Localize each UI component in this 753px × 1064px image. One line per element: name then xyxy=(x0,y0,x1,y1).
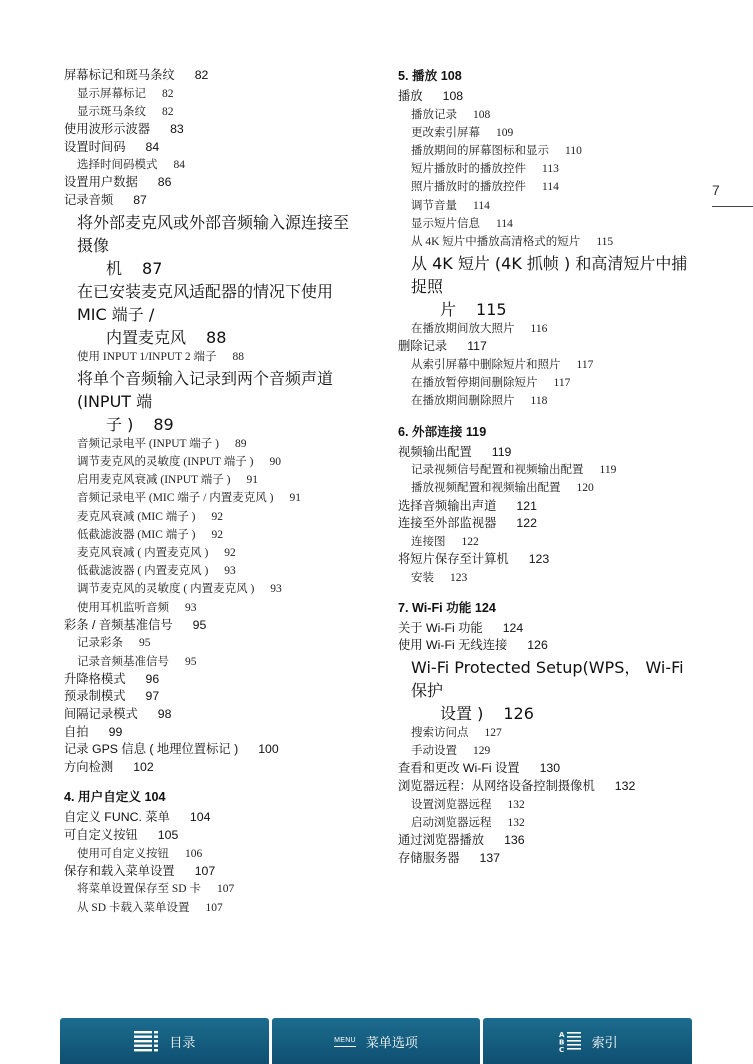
toc-entry-continuation-text: 子 ) xyxy=(106,414,134,434)
toc-page-number: 120 xyxy=(576,482,594,495)
toc-entry-text: 6. 外部连接 119 xyxy=(398,424,487,439)
toc-entry-text: 设置浏览器远程 xyxy=(411,798,492,811)
toc-subentry[interactable] xyxy=(398,724,698,742)
toc-entry-continuation xyxy=(77,325,364,348)
toc-page-number: 132 xyxy=(614,779,636,793)
toc-page-number: 93 xyxy=(270,583,282,596)
toc-page-number: 108 xyxy=(442,89,464,103)
toc-entry-continuation-text: 片 xyxy=(440,300,457,320)
toc-entry-text: 显示斑马条纹 xyxy=(77,105,146,118)
menu-icon: MENU xyxy=(334,1036,356,1047)
toc-subentry[interactable] xyxy=(64,435,364,453)
toc-page-number: 132 xyxy=(507,798,525,811)
toc-subentry[interactable] xyxy=(398,215,698,233)
toc-heading[interactable] xyxy=(398,338,698,356)
toc-entry-text: 自拍 xyxy=(64,724,89,739)
toc-subentry[interactable] xyxy=(398,124,698,142)
toc-entry-text: 播放记录 xyxy=(411,108,457,121)
toc-heading[interactable] xyxy=(398,88,698,106)
toc-page-number: 116 xyxy=(530,323,548,336)
toc-page-number: 123 xyxy=(528,552,550,567)
toc-heading[interactable] xyxy=(64,121,364,139)
toc-subentry[interactable] xyxy=(64,103,364,121)
toc-heading[interactable] xyxy=(398,620,698,638)
toc-entry-text: 存储服务器 xyxy=(398,850,460,865)
toc-entry-text: Wi-Fi Protected Setup(WPS， Wi-Fi 保护 xyxy=(411,658,684,700)
toc-entry-text: 连接图 xyxy=(411,535,446,548)
toc-page-number: 122 xyxy=(516,516,537,531)
toc-entry-text: 自定义 FUNC. 菜单 xyxy=(64,810,170,825)
toc-entry-text: 浏览器远程：从网络设备控制摄像机 xyxy=(398,779,595,793)
toc-page-number: 99 xyxy=(108,724,123,739)
toc-entry-text: 从 4K 短片中播放高清格式的短片 xyxy=(411,236,581,249)
toc-entry-text: 播放视频配置和视频输出配置 xyxy=(411,482,561,495)
toc-entry-text: 麦克风衰减 (MIC 端子 ) xyxy=(77,510,196,523)
toc-page-number: 92 xyxy=(211,510,224,523)
toc-page-number: 84 xyxy=(173,159,185,172)
toc-entry-text: 使用 INPUT 1/INPUT 2 端子 xyxy=(77,350,217,363)
toc-subentry[interactable] xyxy=(64,580,364,598)
toc-entry-text: 将单个音频输入记录到两个音频声道 (INPUT 端 xyxy=(77,368,334,411)
toc-entry-text: 连接至外部监视器 xyxy=(398,516,497,531)
toc-entry-text: 方向检测 xyxy=(64,759,114,774)
toc-entry-text: 短片播放时的播放控件 xyxy=(411,163,526,176)
toc-page-number: 89 xyxy=(234,437,247,450)
toc-entry-text: 在播放期间删除照片 xyxy=(411,395,515,408)
toc-entry-text: 搜索访问点 xyxy=(411,727,469,739)
toc-page-number: 87 xyxy=(133,192,147,207)
toc-heading[interactable] xyxy=(64,724,364,742)
toc-page-number: 137 xyxy=(479,850,501,865)
toc-page-number: 92 xyxy=(224,547,236,559)
toc-entry-text: 调节麦克风的灵敏度 (INPUT 端子 ) xyxy=(77,455,254,468)
toc-entry-text: 屏幕标记和斑马条纹 xyxy=(64,68,175,82)
toc-entry-text: 在播放期间放大照片 xyxy=(411,323,515,336)
toc-heading[interactable] xyxy=(64,706,364,724)
toc-page-number: 98 xyxy=(157,707,172,721)
toc-entry-text: 将短片保存至计算机 xyxy=(398,552,509,567)
toc-entry-continuation-text: 设置 ) xyxy=(440,704,484,723)
toc-page-number: 119 xyxy=(491,444,512,459)
svg-text:C: C xyxy=(558,1046,564,1053)
toc-subentry[interactable] xyxy=(64,880,364,898)
toc-page-number: 117 xyxy=(467,339,487,354)
toc-entry-text: 保存和载入菜单设置 xyxy=(64,863,175,878)
toc-heading[interactable] xyxy=(64,827,364,845)
svg-text:A: A xyxy=(558,1031,565,1039)
page-number: 7 xyxy=(712,182,720,198)
toc-page-number: 115 xyxy=(596,236,614,249)
toc-heading[interactable] xyxy=(64,174,364,192)
toc-subentry[interactable] xyxy=(398,742,698,760)
toc-entry-text: 将外部麦克风或外部音频输入源连接至摄像 xyxy=(77,212,350,255)
toc-entry-text: 从索引屏幕中删除短片和照片 xyxy=(411,359,561,372)
toc-heading[interactable] xyxy=(398,444,698,462)
toc-entry-text: 启用麦克风衰减 (INPUT 端子 ) xyxy=(77,474,231,487)
toc-page-number: 105 xyxy=(157,827,179,842)
toc-subentry[interactable] xyxy=(64,526,364,544)
toc-page-number: 132 xyxy=(507,816,525,829)
toc-subentry[interactable] xyxy=(398,160,698,178)
index-button-label: 索引 xyxy=(591,1034,618,1050)
toc-subentry[interactable] xyxy=(398,251,698,320)
toc-subentry[interactable] xyxy=(398,197,698,215)
toc-heading[interactable] xyxy=(398,515,698,533)
toc-subentry[interactable] xyxy=(64,899,364,917)
toc-subentry[interactable] xyxy=(398,533,698,551)
toc-entry-text: 使用耳机监听音频 xyxy=(77,601,169,614)
toc-subentry[interactable] xyxy=(64,489,364,507)
toc-entry-text: 记录视频信号配置和视频输出配置 xyxy=(411,464,584,477)
toc-page-number: 82 xyxy=(194,68,209,82)
svg-text:B: B xyxy=(558,1038,565,1047)
toc-entry-continuation-text: 内置麦克风 xyxy=(106,327,187,347)
toc-subentry[interactable] xyxy=(64,453,364,471)
toc-entry-continuation xyxy=(411,701,698,724)
toc-entry-text: 启动浏览器远程 xyxy=(411,816,492,829)
toc-entry-text: 手动设置 xyxy=(411,745,457,758)
toc-entry-text: 低截滤波器 (MIC 端子 ) xyxy=(77,528,196,541)
toc-entry-text: 5. 播放 108 xyxy=(398,69,462,83)
toc-section-title xyxy=(398,599,698,617)
toc-page-number: 118 xyxy=(530,395,548,408)
toc-entry-text: 将菜单设置保存至 SD 卡 xyxy=(77,883,201,896)
toc-section-title xyxy=(398,67,698,85)
toc-page-number: 88 xyxy=(206,327,227,347)
toc-entry-text: 播放期间的屏幕图标和显示 xyxy=(411,145,549,157)
toc-page-number: 84 xyxy=(145,139,160,154)
toc-subentry[interactable] xyxy=(398,106,698,124)
menu-options-label: 菜单选项 xyxy=(365,1034,418,1050)
toc-page-number: 92 xyxy=(211,528,224,541)
toc-entry-text: 音频记录电平 (MIC 端子 / 内置麦克风 ) xyxy=(77,492,274,505)
toc-button[interactable] xyxy=(60,1018,269,1064)
toc-page-number: 108 xyxy=(473,108,491,121)
toc-right-column xyxy=(398,67,698,867)
toc-entry-text: 照片播放时的播放控件 xyxy=(411,181,526,194)
toc-page-number: 107 xyxy=(216,883,235,896)
toc-heading[interactable] xyxy=(398,498,698,516)
toc-heading[interactable] xyxy=(64,863,364,881)
toc-page-number: 93 xyxy=(185,601,197,614)
toc-entry-text: 升降格模式 xyxy=(64,671,126,686)
toc-heading[interactable] xyxy=(64,741,364,759)
toc-heading[interactable] xyxy=(398,832,698,850)
toc-subentry[interactable] xyxy=(64,562,364,580)
toc-page-number: 124 xyxy=(502,620,524,635)
toc-page-number: 119 xyxy=(599,464,617,477)
toc-subentry[interactable] xyxy=(398,569,698,587)
toc-entry-text: 删除记录 xyxy=(398,339,448,354)
toc-entry-text: 4. 用户自定义 104 xyxy=(64,790,166,805)
toc-page-number: 82 xyxy=(162,105,174,118)
toc-page-number: 126 xyxy=(527,638,548,653)
toc-subentry[interactable] xyxy=(64,279,364,348)
toc-entry-text: 记录音频 xyxy=(64,192,114,207)
toc-heading[interactable] xyxy=(64,809,364,827)
toc-subentry[interactable] xyxy=(64,366,364,435)
toc-heading[interactable] xyxy=(64,139,364,157)
index-button[interactable] xyxy=(483,1018,692,1064)
toc-entry-text: 显示屏幕标记 xyxy=(77,87,146,100)
toc-entry-continuation xyxy=(77,256,364,279)
toc-button-label: 目录 xyxy=(169,1034,196,1050)
toc-page-number: 106 xyxy=(185,847,203,860)
toc-subentry[interactable] xyxy=(64,85,364,103)
toc-subentry[interactable] xyxy=(398,233,698,251)
toc-entry-text: 选择音频输出声道 xyxy=(398,498,497,513)
toc-left-column xyxy=(64,67,364,917)
toc-entry-text: 低截滤波器 ( 内置麦克风 ) xyxy=(77,565,209,578)
toc-page-number: 109 xyxy=(496,126,514,139)
toc-entry-text: 使用可自定义按钮 xyxy=(77,847,169,860)
toc-entry-text: 记录彩条 xyxy=(77,637,123,650)
toc-entry-text: 视频输出配置 xyxy=(398,444,472,459)
toc-entry-text: 查看和更改 Wi-Fi 设置 xyxy=(398,761,520,776)
toc-entry-text: 选择时间码模式 xyxy=(77,159,158,172)
toc-page-number: 95 xyxy=(139,637,151,650)
toc-page-number: 126 xyxy=(503,704,534,723)
toc-page-number: 107 xyxy=(205,901,223,914)
toc-subentry[interactable] xyxy=(398,814,698,832)
bottom-nav-bar xyxy=(60,1018,692,1064)
toc-entry-continuation xyxy=(411,297,698,320)
toc-subentry[interactable] xyxy=(64,348,364,366)
toc-page-number: 93 xyxy=(224,565,236,578)
toc-heading[interactable] xyxy=(398,850,698,868)
toc-entry-continuation xyxy=(77,412,364,435)
toc-entry-text: 记录音频基准信号 xyxy=(77,655,169,668)
toc-page-number: 114 xyxy=(473,199,490,212)
toc-subentry[interactable] xyxy=(398,796,698,814)
toc-subentry[interactable] xyxy=(64,599,364,617)
toc-page-number: 121 xyxy=(516,498,537,513)
toc-subentry[interactable] xyxy=(64,508,364,526)
toc-page-number: 113 xyxy=(542,163,559,176)
toc-entry-text: 通过浏览器播放 xyxy=(398,833,485,847)
toc-entry-text: 设置用户数据 xyxy=(64,175,138,190)
toc-page-number: 110 xyxy=(565,145,582,157)
page-number-rule xyxy=(712,206,753,207)
toc-entry-text: 麦克风衰减 ( 内置麦克风 ) xyxy=(77,547,209,559)
toc-page-number: 123 xyxy=(450,571,468,584)
toc-subentry[interactable] xyxy=(398,142,698,160)
toc-page-number: 90 xyxy=(269,455,281,468)
toc-entry-text: 记录 GPS 信息 ( 地理位置标记 ) xyxy=(64,742,239,757)
abc-index-icon xyxy=(558,1029,582,1053)
toc-heading[interactable] xyxy=(398,551,698,569)
toc-page-number: 95 xyxy=(185,655,197,668)
toc-entry-text: 在已安装麦克风适配器的情况下使用 MIC 端子 / xyxy=(77,281,334,324)
toc-entry-text: 使用波形示波器 xyxy=(64,122,151,136)
toc-heading[interactable] xyxy=(398,760,698,778)
toc-heading[interactable] xyxy=(64,192,364,210)
toc-page-number: 91 xyxy=(246,474,258,487)
toc-entry-text: 彩条 / 音频基准信号 xyxy=(64,617,173,632)
toc-entry-text: 在播放暂停期间删除短片 xyxy=(411,377,538,390)
toc-entry-text: 使用 Wi-Fi 无线连接 xyxy=(398,638,508,653)
toc-entry-continuation-text: 机 xyxy=(106,258,123,278)
toc-entry-text: 7. Wi-Fi 功能 124 xyxy=(398,600,496,615)
toc-subentry[interactable] xyxy=(64,634,364,652)
toc-page-number: 129 xyxy=(473,745,491,758)
toc-entry-text: 安装 xyxy=(411,571,434,584)
toc-subentry[interactable] xyxy=(64,471,364,489)
toc-subentry[interactable] xyxy=(64,653,364,671)
toc-entry-text: 更改索引屏幕 xyxy=(411,126,480,139)
toc-subentry[interactable] xyxy=(398,655,698,724)
toc-heading[interactable] xyxy=(64,671,364,689)
toc-heading[interactable] xyxy=(398,778,698,796)
toc-page-number: 82 xyxy=(162,87,174,100)
toc-entry-text: 设置时间码 xyxy=(64,139,126,154)
toc-subentry[interactable] xyxy=(398,392,698,410)
toc-entry-text: 播放 xyxy=(398,89,423,103)
toc-subentry[interactable] xyxy=(398,320,698,338)
toc-entry-text: 调节音量 xyxy=(411,199,457,212)
toc-page-number: 104 xyxy=(189,810,211,825)
toc-page-number: 91 xyxy=(289,492,301,505)
toc-subentry[interactable] xyxy=(398,178,698,196)
toc-page-number: 86 xyxy=(157,175,172,190)
toc-page-number: 115 xyxy=(476,300,507,320)
toc-subentry[interactable] xyxy=(398,374,698,392)
toc-subentry[interactable] xyxy=(64,845,364,863)
toc-page-number: 130 xyxy=(539,761,561,776)
toc-entry-text: 关于 Wi-Fi 功能 xyxy=(398,620,483,635)
toc-page-number: 83 xyxy=(170,122,184,136)
toc-subentry[interactable] xyxy=(64,156,364,174)
toc-entry-text: 音频记录电平 (INPUT 端子 ) xyxy=(77,437,219,450)
toc-heading[interactable] xyxy=(64,688,364,706)
menu-options-button[interactable] xyxy=(272,1018,481,1064)
toc-subentry[interactable] xyxy=(64,210,364,279)
toc-entry-text: 间隔记录模式 xyxy=(64,707,138,721)
toc-subentry[interactable] xyxy=(64,544,364,562)
toc-page-number: 107 xyxy=(194,863,216,878)
toc-page-number: 114 xyxy=(542,181,559,194)
toc-page-number: 100 xyxy=(258,742,279,757)
toc-page-number: 122 xyxy=(461,535,479,548)
toc-subentry[interactable] xyxy=(398,356,698,374)
toc-page-number: 114 xyxy=(496,217,513,230)
toc-page-number: 87 xyxy=(142,258,163,278)
toc-section-title xyxy=(398,423,698,441)
toc-heading[interactable] xyxy=(64,67,364,85)
toc-entry-text: 显示短片信息 xyxy=(411,217,480,230)
toc-entry-text: 调节麦克风的灵敏度 ( 内置麦克风 ) xyxy=(77,583,255,596)
list-icon xyxy=(133,1030,159,1052)
toc-page-number: 95 xyxy=(192,617,207,632)
toc-entry-text: 从 SD 卡载入菜单设置 xyxy=(77,901,190,914)
toc-heading[interactable] xyxy=(64,617,364,635)
toc-entry-text: 预录制模式 xyxy=(64,689,126,704)
toc-heading[interactable] xyxy=(64,759,364,777)
toc-page-number: 117 xyxy=(576,359,594,372)
toc-page-number: 136 xyxy=(504,833,525,847)
toc-heading[interactable] xyxy=(398,637,698,655)
toc-page-number: 127 xyxy=(484,727,502,739)
toc-subentry[interactable] xyxy=(398,461,698,479)
toc-entry-text: 从 4K 短片 (4K 抓帧 ) 和高清短片中捕捉照 xyxy=(411,254,688,297)
toc-section-title xyxy=(64,788,364,806)
toc-page-number: 88 xyxy=(232,350,244,363)
toc-entry-text: 可自定义按钮 xyxy=(64,827,138,842)
toc-page-number: 96 xyxy=(145,671,160,686)
toc-page-number: 102 xyxy=(133,759,154,774)
toc-page-number: 89 xyxy=(153,414,174,434)
toc-page-number: 117 xyxy=(553,377,571,390)
toc-page-number: 97 xyxy=(145,689,160,704)
toc-subentry[interactable] xyxy=(398,479,698,497)
